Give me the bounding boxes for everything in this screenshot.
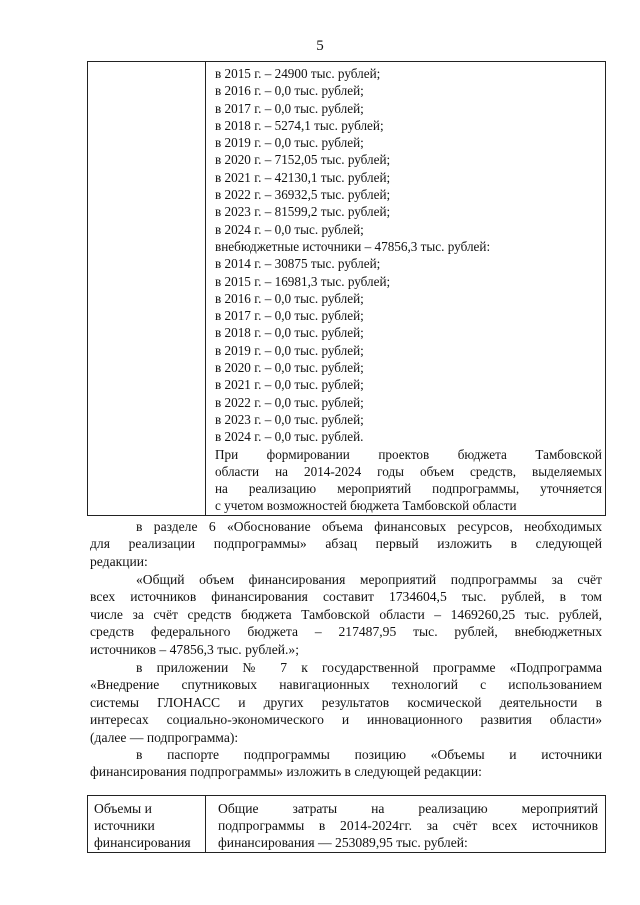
passport-table (87, 795, 606, 853)
label-line: Объемы и (94, 801, 152, 816)
funding-line: в 2016 г. – 0,0 тыс. рублей; (215, 83, 364, 99)
label-line: источники (94, 818, 155, 833)
funding-line: в 2020 г. – 0,0 тыс. рублей; (215, 360, 364, 376)
funding-line: в 2022 г. – 0,0 тыс. рублей; (215, 394, 364, 410)
funding-line: в 2020 г. – 7152,05 тыс. рублей; (215, 152, 391, 168)
funding-line: в 2018 г. – 5274,1 тыс. рублей; (215, 117, 384, 133)
value-line: подпрограммы в 2014-2024гг. за счёт всех источников (218, 818, 598, 833)
value-line: финансирования — 253089,95 тыс. рублей: (218, 835, 468, 850)
funding-line: в 2024 г. – 0,0 тыс. рублей; (215, 221, 364, 237)
funding-line: в 2023 г. – 0,0 тыс. рублей; (215, 411, 364, 427)
passport-position-label (94, 800, 202, 851)
funding-line: в 2024 г. – 0,0 тыс. рублей. (215, 429, 364, 445)
text-line: системы ГЛОНАСС и других результатов космической деятельности в (90, 694, 602, 710)
passport-position-value (218, 800, 598, 851)
note-line: на реализацию мероприятий подпрограммы, уточняется (215, 481, 602, 497)
text-line: в разделе 6 «Обоснование объема финансовых ресурсов, необходимых (136, 519, 602, 534)
text-line: редакции: (90, 553, 148, 569)
funding-line: в 2015 г. – 24900 тыс. рублей; (215, 66, 381, 81)
funding-line: в 2023 г. – 81599,2 тыс. рублей; (215, 204, 391, 220)
text-line: средств федерального бюджета – 217487,95 тыс. рублей, внебюджетных (90, 624, 602, 640)
text-line: в приложении № 7 к государственной программе «Подпрограмма (136, 660, 602, 675)
text-line: «Общий объем финансирования мероприятий подпрограммы за счёт (136, 572, 602, 587)
passport-paragraph (90, 746, 602, 781)
funding-line: в 2022 г. – 36932,5 тыс. рублей; (215, 187, 391, 203)
funding-line: в 2016 г. – 0,0 тыс. рублей; (215, 290, 364, 306)
label-line: финансирования (94, 835, 191, 850)
funding-line: в 2019 г. – 0,0 тыс. рублей; (215, 135, 364, 151)
funding-line: в 2021 г. – 42130,1 тыс. рублей; (215, 169, 391, 185)
value-line: Общие затраты на реализацию мероприятий (218, 801, 598, 816)
funding-line: в 2017 г. – 0,0 тыс. рублей; (215, 308, 364, 324)
quoted-funding-paragraph (90, 571, 602, 658)
funding-line: в 2014 г. – 30875 тыс. рублей; (215, 256, 381, 272)
note-line: области на 2014-2024 годы объем средств, выделяемых (215, 463, 602, 479)
funding-cell (215, 65, 602, 515)
table-column-divider (205, 796, 206, 852)
text-line: интересах социально-экономического и инновационного развития области» (90, 712, 602, 728)
funding-table-continued (87, 61, 606, 516)
funding-line: в 2021 г. – 0,0 тыс. рублей; (215, 377, 364, 393)
section-6-paragraph (90, 518, 602, 570)
funding-line: внебюджетные источники – 47856,3 тыс. рублей: (215, 238, 491, 254)
text-line: источников – 47856,3 тыс. рублей.»; (90, 641, 299, 657)
funding-line: в 2017 г. – 0,0 тыс. рублей; (215, 100, 364, 116)
text-line: в паспорте подпрограммы позицию «Объемы и источники (136, 747, 602, 762)
funding-line: в 2015 г. – 16981,3 тыс. рублей; (215, 273, 391, 289)
note-line: с учетом возможностей бюджета Тамбовской области (215, 498, 517, 514)
appendix-7-paragraph (90, 659, 602, 746)
table-column-divider (205, 62, 206, 515)
note-line: При формировании проектов бюджета Тамбовской (215, 446, 602, 462)
text-line: числе за счёт средств бюджета Тамбовской области – 1469260,25 тыс. рублей, (90, 606, 602, 622)
page-number: 5 (316, 38, 324, 54)
text-line: всех источников финансирования составит 1734604,5 тыс. рублей, в том (90, 589, 602, 605)
text-line: финансирования подпрограммы» изложить в следующей редакции: (90, 764, 482, 780)
text-line: «Внедрение спутниковых навигационных технологий с использованием (90, 677, 602, 693)
text-line: (далее — подпрограмма): (90, 729, 239, 745)
text-line: для реализации подпрограммы» абзац первый изложить в следующей (90, 536, 602, 552)
funding-line: в 2019 г. – 0,0 тыс. рублей; (215, 342, 364, 358)
funding-line: в 2018 г. – 0,0 тыс. рублей; (215, 325, 364, 341)
